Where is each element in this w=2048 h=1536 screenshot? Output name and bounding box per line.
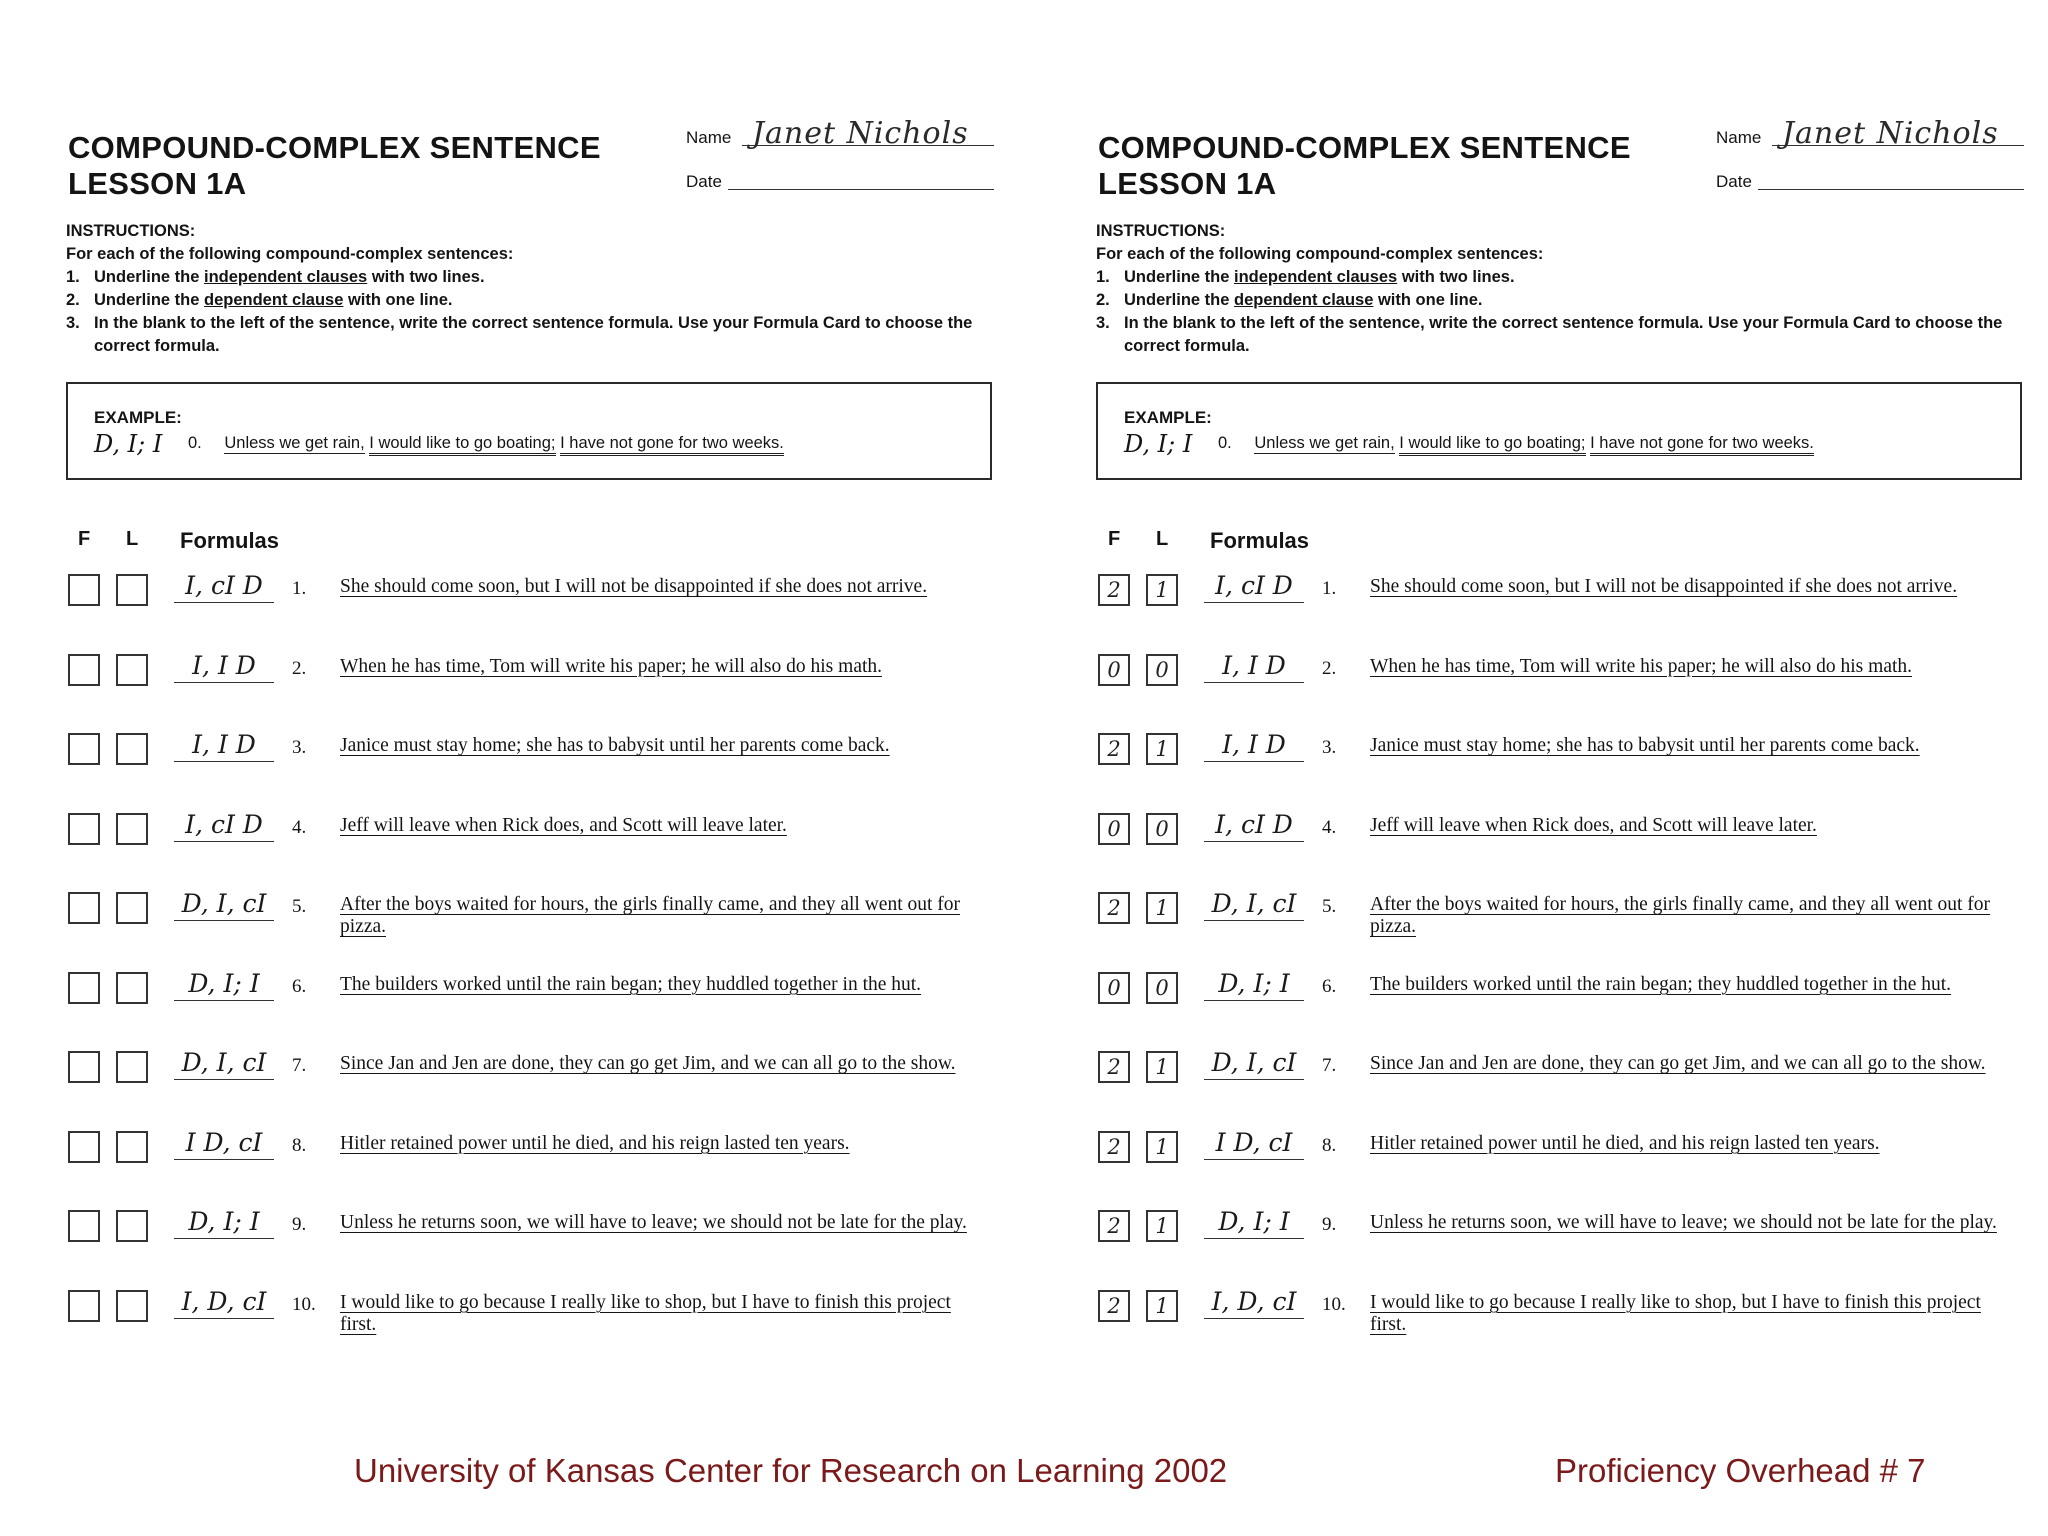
score-box-l[interactable]: 1: [1146, 574, 1178, 606]
score-box-l[interactable]: [116, 1290, 148, 1322]
date-label: Date: [686, 172, 722, 191]
item-sentence: Hitler retained power until he died, and his reign lasted ten years.: [340, 1132, 850, 1154]
score-box-f[interactable]: [68, 1131, 100, 1163]
score-box-f[interactable]: 2: [1098, 1290, 1130, 1322]
score-box-l[interactable]: 1: [1146, 733, 1178, 765]
column-header-formulas: Formulas: [180, 528, 280, 553]
item-number: 1.: [1322, 578, 1337, 599]
item-sentence: Since Jan and Jen are done, they can go get Jim, and we can all go to the show.: [1370, 1053, 1986, 1074]
item-formula[interactable]: D, I; I: [1204, 968, 1304, 1001]
item-formula[interactable]: D, I, cI: [1204, 1047, 1304, 1080]
item-formula[interactable]: I, I D: [1204, 650, 1304, 683]
list-item: [66, 1127, 996, 1187]
score-box-f[interactable]: 2: [1098, 733, 1130, 765]
item-number: 7.: [1322, 1055, 1337, 1076]
item-sentence: When he has time, Tom will write his paper; he will also do his math.: [340, 655, 883, 677]
score-box-l[interactable]: 1: [1146, 1210, 1178, 1242]
score-box-f[interactable]: [68, 892, 100, 924]
item-number: 10.: [292, 1293, 316, 1315]
item-number: 6.: [292, 975, 307, 997]
example-sentence: 0. Unless we get rain, I would like to go boating; I have not gone for two weeks.: [1218, 434, 1814, 453]
instructions-intro: For each of the following compound-complex sentences:: [66, 245, 514, 263]
column-header-f: F: [1108, 528, 1121, 550]
example-label: EXAMPLE:: [1124, 408, 1212, 427]
column-header-l: L: [126, 528, 139, 550]
instruction-step-2: 2. Underline the dependent clause with one line.: [1096, 291, 1483, 309]
footer-credit: University of Kansas Center for Research on Learning 2002: [354, 1452, 1228, 1489]
score-box-f[interactable]: [68, 574, 100, 606]
item-sentence: The builders worked until the rain began; they huddled together in the hut.: [1370, 973, 1952, 995]
item-formula[interactable]: I, cI D: [174, 570, 274, 603]
score-box-f[interactable]: [68, 1051, 100, 1083]
date-label: Date: [1716, 172, 1752, 191]
list-item: [1096, 1047, 2026, 1107]
score-box-f[interactable]: [68, 1210, 100, 1242]
column-header-formulas: Formulas: [1210, 528, 1310, 553]
instruction-step-1: 1. Underline the independent clauses with two lines.: [1096, 268, 1515, 286]
name-label: Name: [1716, 128, 1762, 147]
score-box-l[interactable]: [116, 972, 148, 1004]
score-box-f[interactable]: [68, 972, 100, 1004]
score-box-f[interactable]: [68, 654, 100, 686]
list-item: [1096, 809, 2026, 869]
score-box-l[interactable]: 1: [1146, 892, 1178, 924]
list-item: [1096, 888, 2026, 948]
item-sentence: Unless he returns soon, we will have to leave; we should not be late for the play.: [340, 1212, 967, 1233]
name-handwritten: Janet Nichols: [1782, 116, 1999, 151]
score-box-f[interactable]: 0: [1098, 972, 1130, 1004]
instructions-heading: INSTRUCTIONS:: [1096, 222, 1226, 240]
score-box-l[interactable]: [116, 733, 148, 765]
list-item: [66, 570, 996, 630]
item-formula[interactable]: D, I, cI: [174, 888, 274, 921]
example-box: [66, 382, 992, 480]
list-item: [66, 809, 996, 869]
instruction-step-1: 1. Underline the independent clauses with two lines.: [66, 268, 485, 286]
score-box-l[interactable]: 0: [1146, 813, 1178, 845]
score-box-f[interactable]: 0: [1098, 654, 1130, 686]
score-box-l[interactable]: [116, 1051, 148, 1083]
date-field: [1716, 172, 2024, 192]
item-formula[interactable]: D, I; I: [174, 1206, 274, 1239]
list-item: [66, 1286, 996, 1346]
score-box-l[interactable]: [116, 1210, 148, 1242]
example-box: [1096, 382, 2022, 480]
item-formula[interactable]: I, cI D: [1204, 570, 1304, 603]
score-box-l[interactable]: [116, 1131, 148, 1163]
name-handwritten: Janet Nichols: [752, 116, 969, 151]
example-formula: D, I; I: [1124, 430, 1193, 458]
score-box-f[interactable]: 2: [1098, 574, 1130, 606]
worksheet-title: [1098, 130, 1631, 202]
instructions-intro: For each of the following compound-complex sentences:: [1096, 245, 1544, 263]
instruction-step-3: 3. In the blank to the left of the sentence, write the correct sentence formula. Use your Formula Card to choose the correct formula.: [1096, 314, 2003, 355]
score-box-l[interactable]: 0: [1146, 654, 1178, 686]
item-formula[interactable]: D, I; I: [1204, 1206, 1304, 1239]
list-item: [1096, 570, 2026, 630]
item-formula[interactable]: I, I D: [174, 729, 274, 762]
score-box-f[interactable]: 0: [1098, 813, 1130, 845]
list-item: [66, 1206, 996, 1266]
date-field: [686, 172, 994, 192]
item-sentence: When he has time, Tom will write his paper; he will also do his math.: [1370, 655, 1913, 677]
title-line-2: LESSON 1A: [68, 166, 247, 201]
score-box-l[interactable]: [116, 892, 148, 924]
item-number: 5.: [1322, 896, 1337, 917]
item-sentence: Hitler retained power until he died, and his reign lasted ten years.: [1370, 1132, 1880, 1154]
column-header-f: F: [78, 528, 91, 550]
item-sentence: After the boys waited for hours, the girls finally came, and they all went out for pizza.: [1370, 894, 1991, 937]
worksheet-title: [68, 130, 601, 202]
item-formula[interactable]: I, D, cI: [174, 1286, 274, 1319]
item-sentence: The builders worked until the rain began; they huddled together in the hut.: [340, 973, 922, 995]
item-sentence: Unless he returns soon, we will have to leave; we should not be late for the play.: [1370, 1212, 1997, 1233]
score-box-l[interactable]: 1: [1146, 1290, 1178, 1322]
example-label: EXAMPLE:: [94, 408, 182, 427]
list-item: [66, 1047, 996, 1107]
item-sentence: Since Jan and Jen are done, they can go get Jim, and we can all go to the show.: [340, 1053, 956, 1074]
item-sentence: She should come soon, but I will not be disappointed if she does not arrive.: [340, 576, 928, 597]
item-number: 4.: [1322, 816, 1337, 838]
item-number: 9.: [292, 1214, 307, 1235]
worksheet-right: [1096, 118, 2026, 1358]
item-formula[interactable]: I, I D: [174, 650, 274, 683]
item-number: 5.: [292, 896, 307, 917]
item-formula[interactable]: I, cI D: [1204, 809, 1304, 842]
score-box-l[interactable]: [116, 813, 148, 845]
item-sentence: She should come soon, but I will not be disappointed if she does not arrive.: [1370, 576, 1958, 597]
score-box-l[interactable]: 1: [1146, 1131, 1178, 1163]
score-box-f[interactable]: 2: [1098, 892, 1130, 924]
item-formula[interactable]: I D, cI: [174, 1127, 274, 1160]
instructions-heading: INSTRUCTIONS:: [66, 222, 196, 240]
instruction-step-3: 3. In the blank to the left of the sentence, write the correct sentence formula. Use your Formula Card to choose the correct formula.: [66, 314, 973, 355]
item-number: 4.: [292, 816, 307, 838]
example-sentence: 0. Unless we get rain, I would like to go boating; I have not gone for two weeks.: [188, 434, 784, 453]
item-formula[interactable]: D, I, cI: [174, 1047, 274, 1080]
title-line-1: COMPOUND-COMPLEX SENTENCE: [68, 130, 601, 165]
list-item: [1096, 1127, 2026, 1187]
item-sentence: I would like to go because I really like to shop, but I have to finish this project first.: [1370, 1291, 1981, 1335]
item-number: 9.: [1322, 1214, 1337, 1235]
item-number: 2.: [1322, 657, 1337, 679]
instructions: [66, 220, 996, 358]
footer-overhead-number: Proficiency Overhead # 7: [1555, 1452, 1926, 1489]
score-box-l[interactable]: 0: [1146, 972, 1178, 1004]
score-box-f[interactable]: [68, 813, 100, 845]
item-number: 1.: [292, 578, 307, 599]
worksheet-left: [66, 118, 996, 1358]
score-box-l[interactable]: [116, 574, 148, 606]
score-box-f[interactable]: 2: [1098, 1131, 1130, 1163]
item-formula[interactable]: I, D, cI: [1204, 1286, 1304, 1319]
score-box-f[interactable]: [68, 1290, 100, 1322]
item-number: 7.: [292, 1055, 307, 1076]
list-item: [1096, 1286, 2026, 1346]
item-number: 8.: [292, 1134, 307, 1156]
instruction-step-2: 2. Underline the dependent clause with one line.: [66, 291, 453, 309]
score-box-f[interactable]: 2: [1098, 1210, 1130, 1242]
item-formula[interactable]: I, cI D: [174, 809, 274, 842]
item-number: 2.: [292, 657, 307, 679]
name-field: [686, 116, 994, 151]
column-header-l: L: [1156, 528, 1169, 550]
item-number: 3.: [292, 737, 307, 758]
score-box-l[interactable]: 1: [1146, 1051, 1178, 1083]
item-sentence: After the boys waited for hours, the girls finally came, and they all went out for pizza.: [340, 894, 961, 937]
name-field: [1716, 116, 2024, 151]
item-sentence: I would like to go because I really like to shop, but I have to finish this project first.: [340, 1291, 951, 1335]
list-item: [1096, 729, 2026, 789]
list-item: [66, 968, 996, 1028]
list-item: [66, 888, 996, 948]
score-box-l[interactable]: [116, 654, 148, 686]
instructions: [1096, 220, 2026, 358]
score-box-f[interactable]: [68, 733, 100, 765]
item-sentence: Janice must stay home; she has to babysit until her parents come back.: [1370, 735, 1920, 756]
item-formula[interactable]: I, I D: [1204, 729, 1304, 762]
title-line-2: LESSON 1A: [1098, 166, 1277, 201]
item-sentence: Janice must stay home; she has to babysit until her parents come back.: [340, 735, 890, 756]
list-item: [1096, 650, 2026, 710]
list-item: [1096, 968, 2026, 1028]
score-box-f[interactable]: 2: [1098, 1051, 1130, 1083]
item-number: 3.: [1322, 737, 1337, 758]
title-line-1: COMPOUND-COMPLEX SENTENCE: [1098, 130, 1631, 165]
item-number: 10.: [1322, 1293, 1346, 1315]
item-number: 8.: [1322, 1134, 1337, 1156]
item-sentence: Jeff will leave when Rick does, and Scott will leave later.: [340, 814, 787, 836]
name-label: Name: [686, 128, 732, 147]
list-item: [1096, 1206, 2026, 1266]
item-number: 6.: [1322, 975, 1337, 997]
item-sentence: Jeff will leave when Rick does, and Scott will leave later.: [1370, 814, 1817, 836]
item-formula[interactable]: I D, cI: [1204, 1127, 1304, 1160]
item-formula[interactable]: D, I; I: [174, 968, 274, 1001]
item-formula[interactable]: D, I, cI: [1204, 888, 1304, 921]
list-item: [66, 650, 996, 710]
example-formula: D, I; I: [94, 430, 163, 458]
list-item: [66, 729, 996, 789]
